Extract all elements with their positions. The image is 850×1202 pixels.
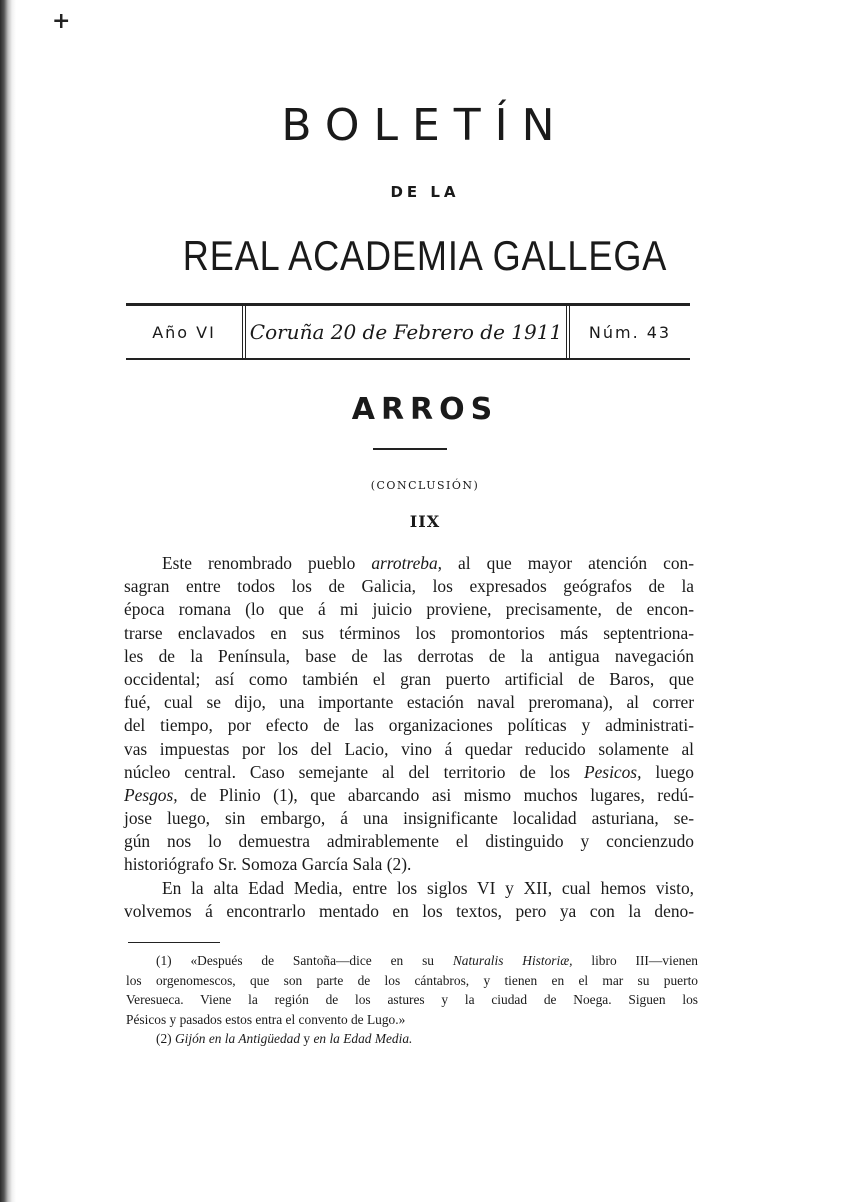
body-line: núcleo central. Caso semejante al del territorio de los Pesicos, luego xyxy=(124,761,694,782)
italic-term: Pesicos, xyxy=(583,761,642,782)
footnote-line: Pésicos y pasados estos entra el convento de Lugo.» xyxy=(126,1011,406,1027)
body-line: volvemos á encontrarlo mentado en los textos, pero ya con la deno- xyxy=(124,900,694,921)
body-line: Este renombrado pueblo arrotreba, al que mayor atención con- xyxy=(162,553,694,573)
body-line: les de la Península, base de las derrotas de la antigua navegación xyxy=(124,645,694,666)
italic-term: en la Edad Media. xyxy=(313,1031,413,1046)
body-line: época romana (lo que á mi juicio proviene, precisamente, de encon- xyxy=(124,599,694,620)
body-line: trarse enclavados en sus términos los promontorios más septentriona- xyxy=(124,622,694,643)
italic-term: Pesgos, xyxy=(124,784,178,805)
article-subtitle: (CONCLUSIÓN) xyxy=(370,479,480,492)
italic-term: arrotreba, xyxy=(371,553,443,573)
body-line: del tiempo, por efecto de las organizaciones políticas y administrati- xyxy=(124,715,694,736)
article-body xyxy=(124,552,694,923)
body-line: occidental; así como también el gran puerto artificial de Baros, que xyxy=(124,668,694,689)
footnote-rule xyxy=(128,942,220,943)
body-line: Pesgos, de Plinio (1), que abarcando asi mismo muchos lugares, redú- xyxy=(124,784,694,805)
footnote-line: Veresueca. Viene la región de los astures y la ciudad de Noega. Siguen los xyxy=(126,992,698,1007)
body-line: jose luego, sin embargo, á una insignificante localidad asturiana, se- xyxy=(124,808,694,829)
footnote-line: (2) Gijón en la Antigüedad y en la Edad Media. xyxy=(156,1031,413,1046)
body-line: gún nos lo demuestra admirablemente el distinguido y concienzudo xyxy=(124,831,694,852)
body-line: En la alta Edad Media, entre los siglos VI y XII, cual hemos visto, xyxy=(162,877,694,898)
footnote-line: (1) «Después de Santoña—dice en su Naturalis Historiæ, libro III—vienen xyxy=(156,953,698,968)
journal-title-academy: REAL ACADEMIA GALLEGA xyxy=(182,232,668,279)
book-spine-edge xyxy=(0,0,16,1202)
italic-term: Gijón en la Antigüedad xyxy=(174,1031,301,1046)
journal-title-boletin: BOLETÍN xyxy=(281,100,569,151)
footnotes xyxy=(126,951,698,1049)
corner-mark: + xyxy=(52,8,71,34)
issue-info-bar xyxy=(126,303,690,360)
body-line: fué, cual se dijo, una importante estación naval preromana), al correr xyxy=(124,692,694,713)
article-title: ARROS xyxy=(351,392,499,427)
body-line: vas impuestas por los del Lacio, vino á quedar reducido solamente al xyxy=(124,738,694,759)
italic-term: Naturalis Historiæ, xyxy=(452,953,573,968)
body-line: historiógrafo Sr. Somoza García Sala (2). xyxy=(124,854,412,875)
issue-number: Núm. 43 xyxy=(588,322,672,342)
body-line: sagran entre todos los de Galicia, los expresados geógrafos de la xyxy=(124,576,694,597)
title-rule xyxy=(373,448,447,450)
journal-title-de-la: DE LA xyxy=(390,183,460,201)
footnote-line: los orgenomescos, que son parte de los cántabros, y tienen en el mar su puerto xyxy=(126,972,698,988)
section-number: IIX xyxy=(409,512,441,531)
issue-year: Año VI xyxy=(126,306,246,358)
issue-date: Coruña 20 de Febrero de 1911 xyxy=(246,306,570,358)
